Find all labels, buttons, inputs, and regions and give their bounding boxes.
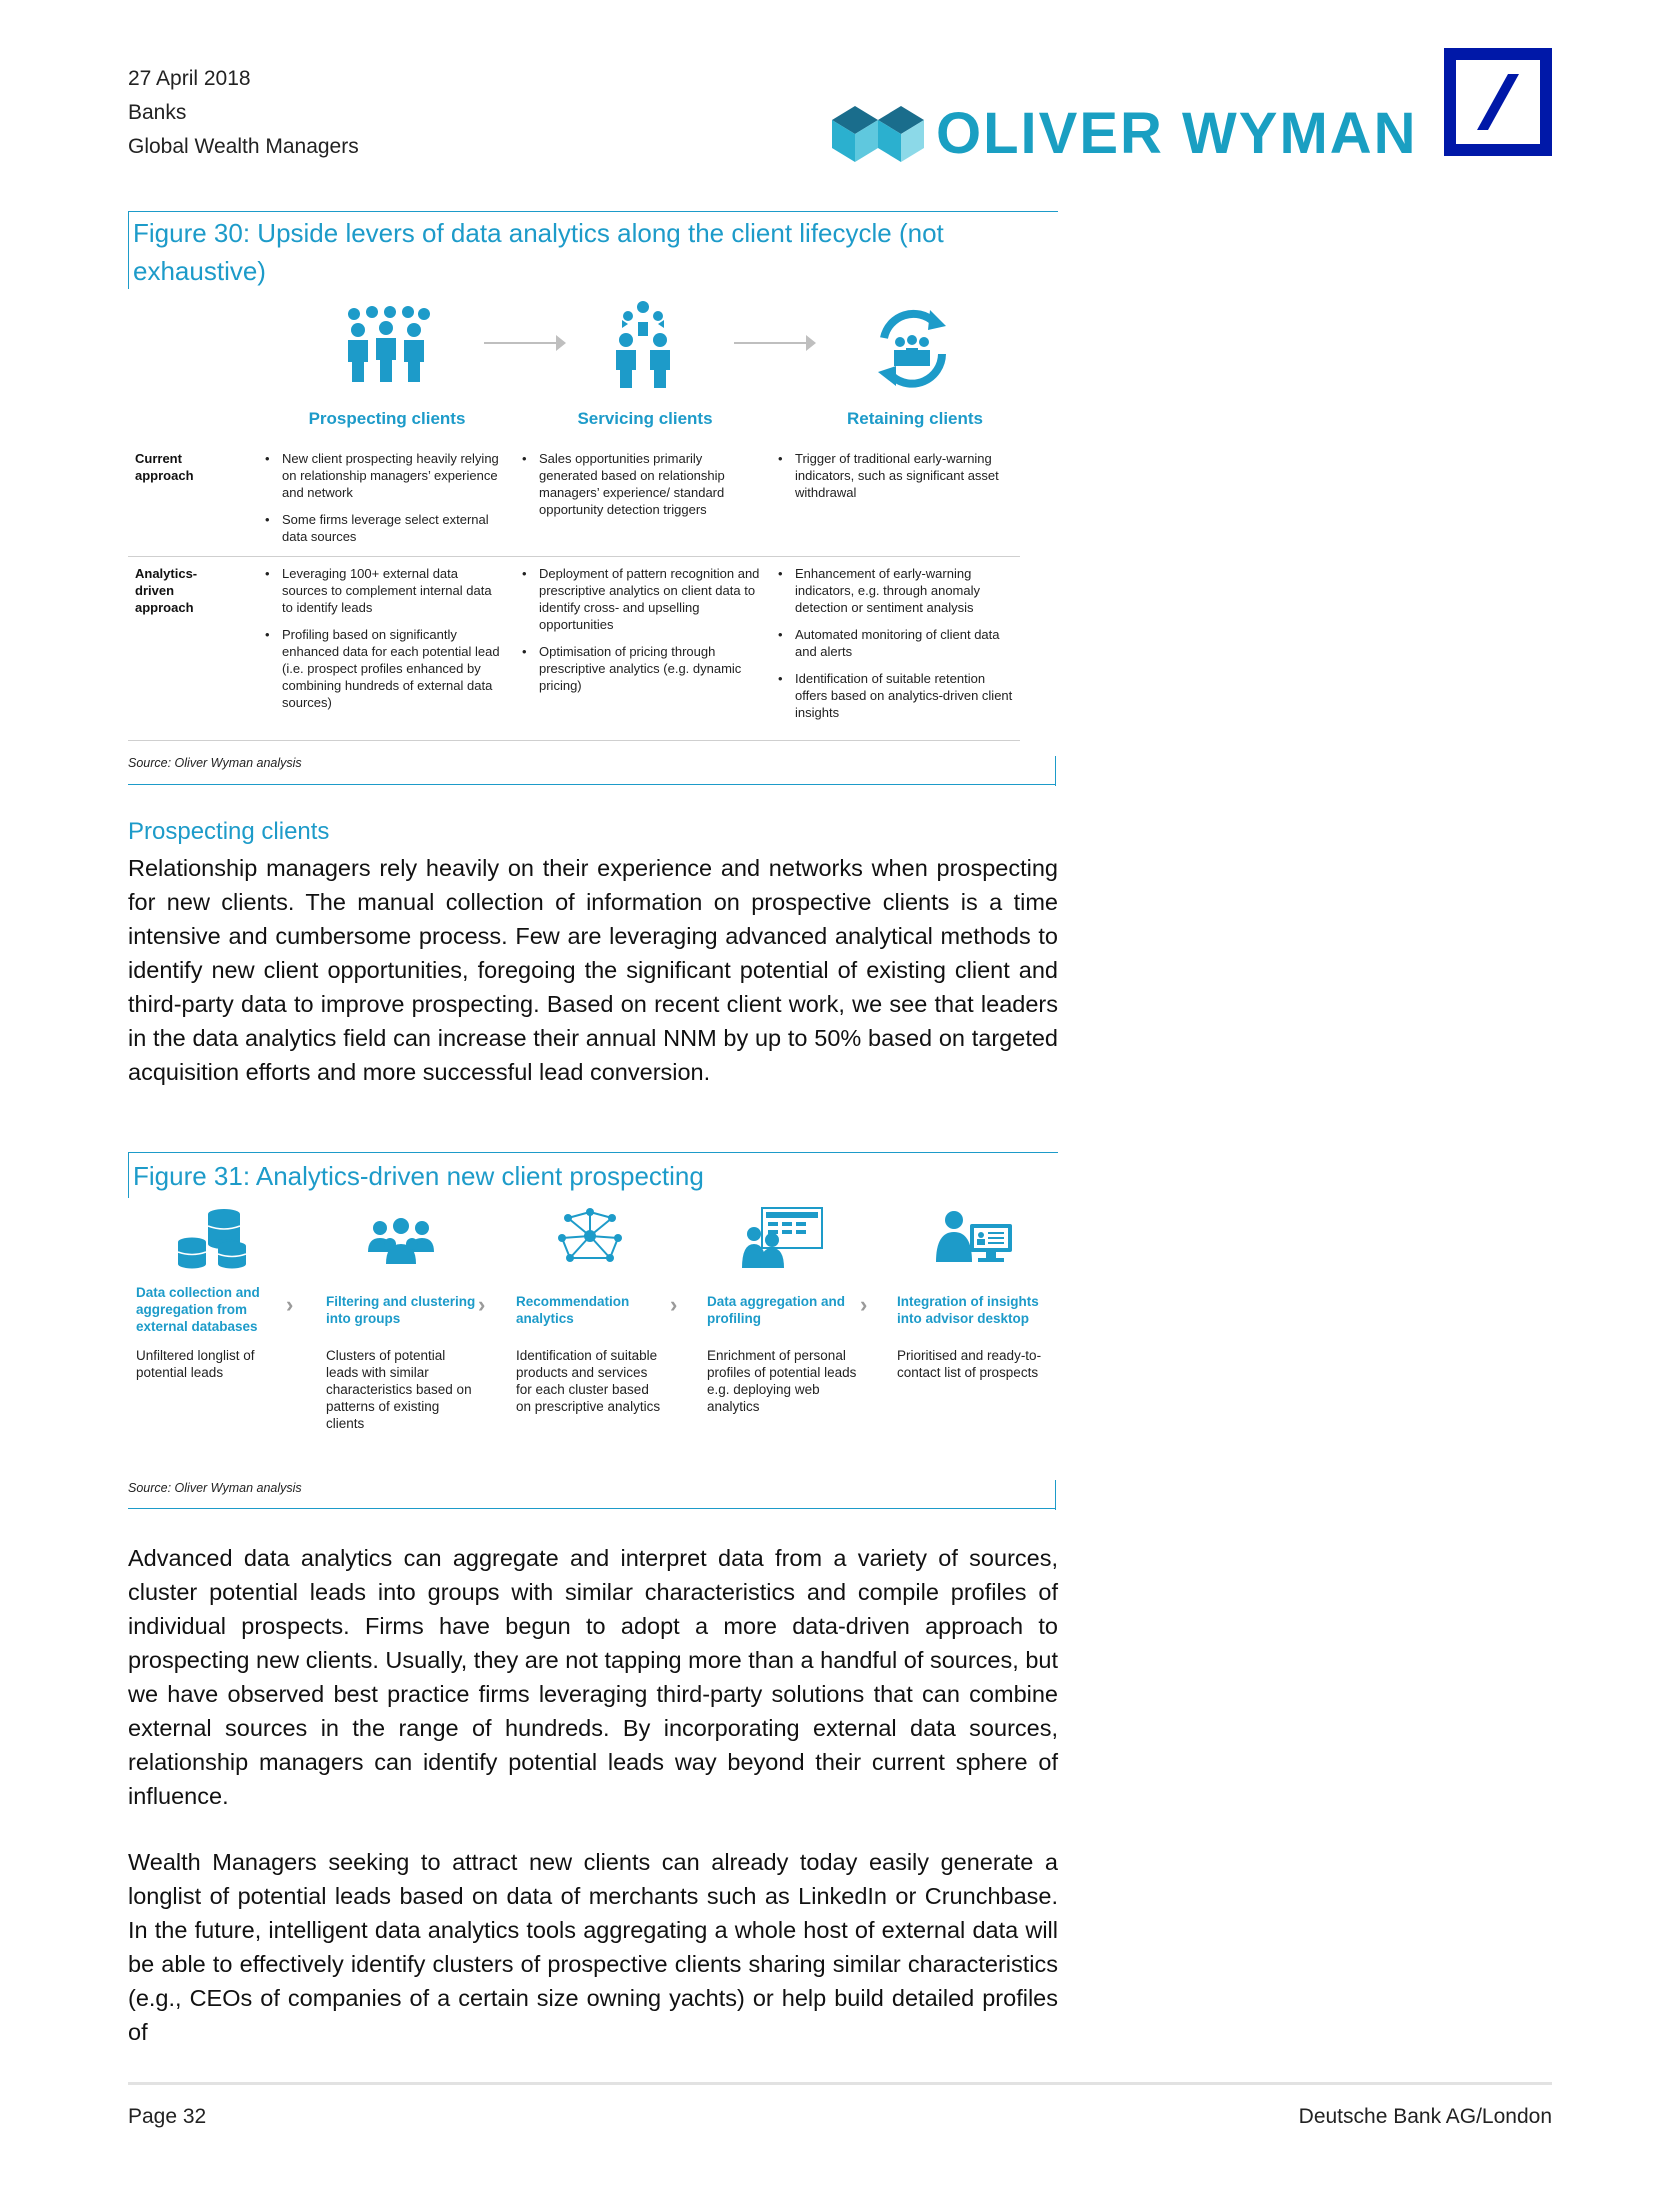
list-item: • Leveraging 100+ external data sources to complement internal data to identify leads [263, 565, 501, 616]
list-item: • Identification of suitable retention offers based on analytics-driven client insights [776, 670, 1016, 721]
cell-analytics-retaining [776, 565, 1016, 731]
oliver-wyman-logo [832, 101, 1432, 166]
report-date: 27 April 2018 [128, 67, 251, 90]
row-label-current: Current approach [135, 451, 194, 483]
page-number: Page 32 [128, 2105, 207, 2128]
servicing-people-icon [612, 300, 674, 393]
step-4-desc: Enrichment of personal profiles of potential leads e.g. deploying web analytics [707, 1348, 857, 1414]
list-item: • Some firms leverage select external data sources [263, 511, 501, 545]
database-icon [172, 1206, 252, 1275]
figure-31-source: Source: Oliver Wyman analysis [128, 1481, 302, 1495]
chevron-right-icon: › [478, 1292, 486, 1317]
chevron-right-icon: › [286, 1292, 294, 1317]
figure-31-title: Figure 31: Analytics-driven new client prospecting [133, 1161, 704, 1191]
retaining-cycle-icon [872, 308, 952, 393]
lifecycle-arrowhead-1 [556, 335, 566, 351]
figure-30-source: Source: Oliver Wyman analysis [128, 756, 302, 770]
list-item: • Trigger of traditional early-warning indicators, such as significant asset withdrawal [776, 450, 1016, 501]
network-icon [558, 1208, 622, 1269]
lifecycle-arrowhead-2 [806, 335, 816, 351]
row-label-analytics: Analytics-driven approach [135, 566, 198, 615]
oliver-wyman-logo-icon [832, 106, 924, 162]
report-name: Global Wealth Managers [128, 135, 359, 158]
report-sector: Banks [128, 101, 187, 124]
cell-current-prospecting [263, 450, 501, 555]
step-1-title: Data collection and aggregation from external databases [136, 1285, 260, 1334]
list-item: • New client prospecting heavily relying on relationship managers’ experience and network [263, 450, 501, 501]
list-item: • Deployment of pattern recognition and prescriptive analytics on client data to identify cross- and upselling opportunities [520, 565, 760, 633]
list-item: • Sales opportunities primarily generated based on relationship managers’ experience/ standard opportunity detection triggers [520, 450, 760, 518]
cell-analytics-prospecting [263, 565, 501, 721]
deutsche-bank-logo-icon [1444, 48, 1552, 156]
step-2-desc: Clusters of potential leads with similar characteristics based on patterns of existing clients [326, 1348, 472, 1431]
deutsche-bank-logo [1444, 48, 1552, 156]
step-3-title: Recommendation analytics [516, 1294, 630, 1326]
advisor-desktop-icon [934, 1210, 1014, 1271]
lifecycle-arrow-2 [734, 342, 812, 344]
lifecycle-arrow-1 [484, 342, 562, 344]
row-separator [128, 556, 1020, 557]
cell-current-retaining [776, 450, 1016, 511]
cell-analytics-servicing [520, 565, 760, 704]
step-2-title: Filtering and clustering into groups [326, 1294, 476, 1326]
paragraph-3: Wealth Managers seeking to attract new clients can already today easily generate a longlist of potential leads based on data of merchants such as LinkedIn or Crunchbase. In the future, intelligent data analytics tools aggregating a whole host of external data will be able to effectively identify clusters of prospective clients sharing similar characteristics (e.g., CEOs of companies of a certain size owning yachts) or help build detailed profiles of [128, 1849, 1058, 2045]
list-item: • Automated monitoring of client data and alerts [776, 626, 1016, 660]
row-separator [128, 740, 1020, 741]
col-header-retaining: Retaining clients [846, 409, 984, 428]
cell-current-servicing [520, 450, 760, 528]
list-item: • Optimisation of pricing through prescriptive analytics (e.g. dynamic pricing) [520, 643, 760, 694]
list-item: • Enhancement of early-warning indicators, e.g. through anomaly detection or sentiment analysis [776, 565, 1016, 616]
paragraph-1: Relationship managers rely heavily on their experience and networks when prospecting for new clients. The manual collection of information on prospective clients is a time intensive and cumbersome process. Few are leveraging advanced analytical methods to identify new client opportunities, foregoing the significant potential of existing client and third-party data to improve prospecting. Based on recent client work, we see that leaders in the data analytics field can increase their annual NNM by up to 50% based on targeted acquisition efforts and more successful lead conversion. [128, 855, 1058, 1085]
footer-divider [128, 2082, 1552, 2085]
col-header-prospecting: Prospecting clients [308, 409, 466, 428]
step-4-title: Data aggregation and profiling [707, 1294, 846, 1326]
section-heading: Prospecting clients [128, 818, 330, 845]
step-5-desc: Prioritised and ready-to-contact list of prospects [897, 1348, 1042, 1380]
chevron-right-icon: › [860, 1292, 868, 1317]
profiles-dashboard-icon [742, 1206, 824, 1273]
paragraph-2: Advanced data analytics can aggregate and interpret data from a variety of sources, cluster potential leads into groups with similar characteristics and compile profiles of individual prospects. Firms have begun to adopt a more data-driven approach to prospecting new clients. Usually, they are not tapping more than a handful of sources, but we have observed best practice firms leveraging third-party solutions that can combine external sources in the range of hundreds. By incorporating external data sources, relationship managers can identify potential leads way beyond their current sphere of influence. [128, 1545, 1058, 1809]
prospecting-people-icon [340, 306, 432, 389]
step-3-desc: Identification of suitable products and services for each cluster based on prescriptive analytics [516, 1348, 661, 1414]
step-1-desc: Unfiltered longlist of potential leads [136, 1348, 255, 1380]
publisher: Deutsche Bank AG/London [1298, 2105, 1552, 2128]
col-header-servicing: Servicing clients [577, 409, 713, 428]
figure-30-title: Figure 30: Upside levers of data analytics along the client lifecycle (not exhaustive) [133, 218, 944, 286]
list-item: • Profiling based on significantly enhanced data for each potential lead (i.e. prospect profiles enhanced by combining hundreds of external data sources) [263, 626, 501, 711]
group-people-icon [368, 1218, 434, 1271]
step-5-title: Integration of insights into advisor desktop [897, 1294, 1039, 1326]
oliver-wyman-logo-text: OLIVER WYMAN [936, 101, 1418, 166]
chevron-right-icon: › [670, 1292, 678, 1317]
